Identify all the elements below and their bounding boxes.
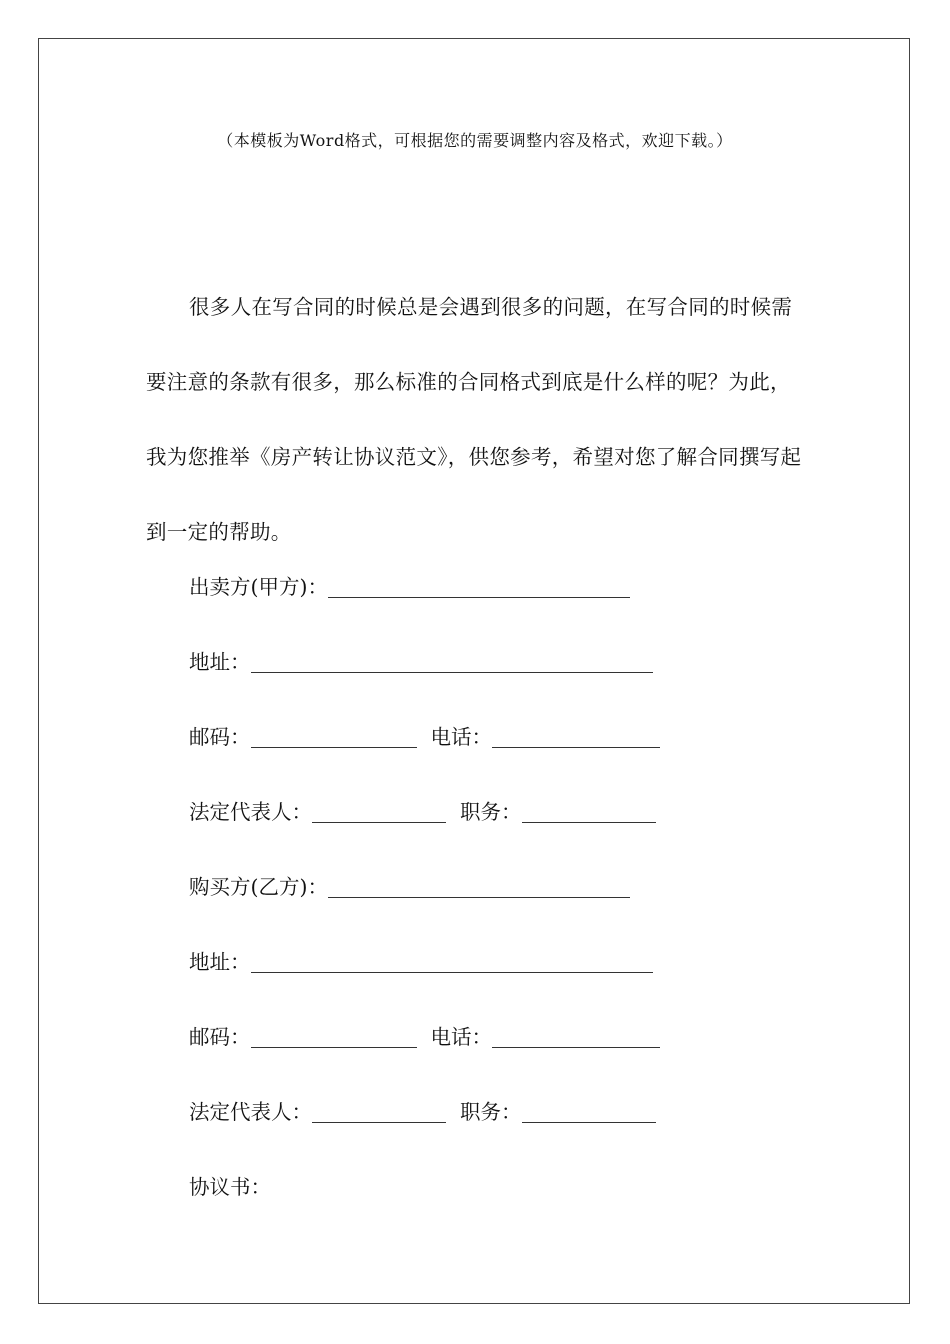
buyer-contact-field xyxy=(189,1022,660,1050)
seller-phone-label: 电话： xyxy=(430,725,492,749)
intro-paragraph: 很多人在写合同的时候总是会遇到很多的问题，在写合同的时候需要注意的条款有很多，那么标准的合同格式到底是什么样的呢？为此，我为您推举《房产转让协议范文》，供您参考，希望对您了解合同撰写起到一定的帮助。 xyxy=(146,295,802,544)
buyer-name-field xyxy=(189,872,630,900)
buyer-position-label: 职务： xyxy=(460,1100,522,1124)
agreement-heading xyxy=(189,1172,271,1200)
seller-phone-blank[interactable] xyxy=(492,727,660,748)
seller-postcode-blank[interactable] xyxy=(251,727,417,748)
buyer-legal-rep-blank[interactable] xyxy=(312,1102,446,1123)
buyer-legal-rep-label: 法定代表人： xyxy=(189,1100,312,1124)
agreement-label: 协议书： xyxy=(189,1175,271,1199)
buyer-phone-blank[interactable] xyxy=(492,1027,660,1048)
seller-address-label: 地址： xyxy=(189,650,251,674)
buyer-name-label: 购买方(乙方)： xyxy=(189,875,328,899)
buyer-address-blank[interactable] xyxy=(251,952,653,973)
seller-name-label: 出卖方(甲方)： xyxy=(189,575,328,599)
buyer-phone-label: 电话： xyxy=(430,1025,492,1049)
buyer-address-field xyxy=(189,947,653,975)
seller-contact-field xyxy=(189,722,660,750)
seller-legal-rep-label: 法定代表人： xyxy=(189,800,312,824)
buyer-name-blank[interactable] xyxy=(328,877,630,898)
seller-name-blank[interactable] xyxy=(328,577,630,598)
seller-legal-rep-blank[interactable] xyxy=(312,802,446,823)
seller-position-blank[interactable] xyxy=(522,802,656,823)
buyer-postcode-label: 邮码： xyxy=(189,1025,251,1049)
seller-name-field xyxy=(189,572,630,600)
seller-position-label: 职务： xyxy=(460,800,522,824)
seller-address-field xyxy=(189,647,653,675)
buyer-address-label: 地址： xyxy=(189,950,251,974)
buyer-rep-field xyxy=(189,1097,656,1125)
template-note: （本模板为Word格式，可根据您的需要调整内容及格式，欢迎下载。） xyxy=(217,131,733,150)
buyer-postcode-blank[interactable] xyxy=(251,1027,417,1048)
seller-rep-field xyxy=(189,797,656,825)
seller-postcode-label: 邮码： xyxy=(189,725,251,749)
seller-address-blank[interactable] xyxy=(251,652,653,673)
buyer-position-blank[interactable] xyxy=(522,1102,656,1123)
